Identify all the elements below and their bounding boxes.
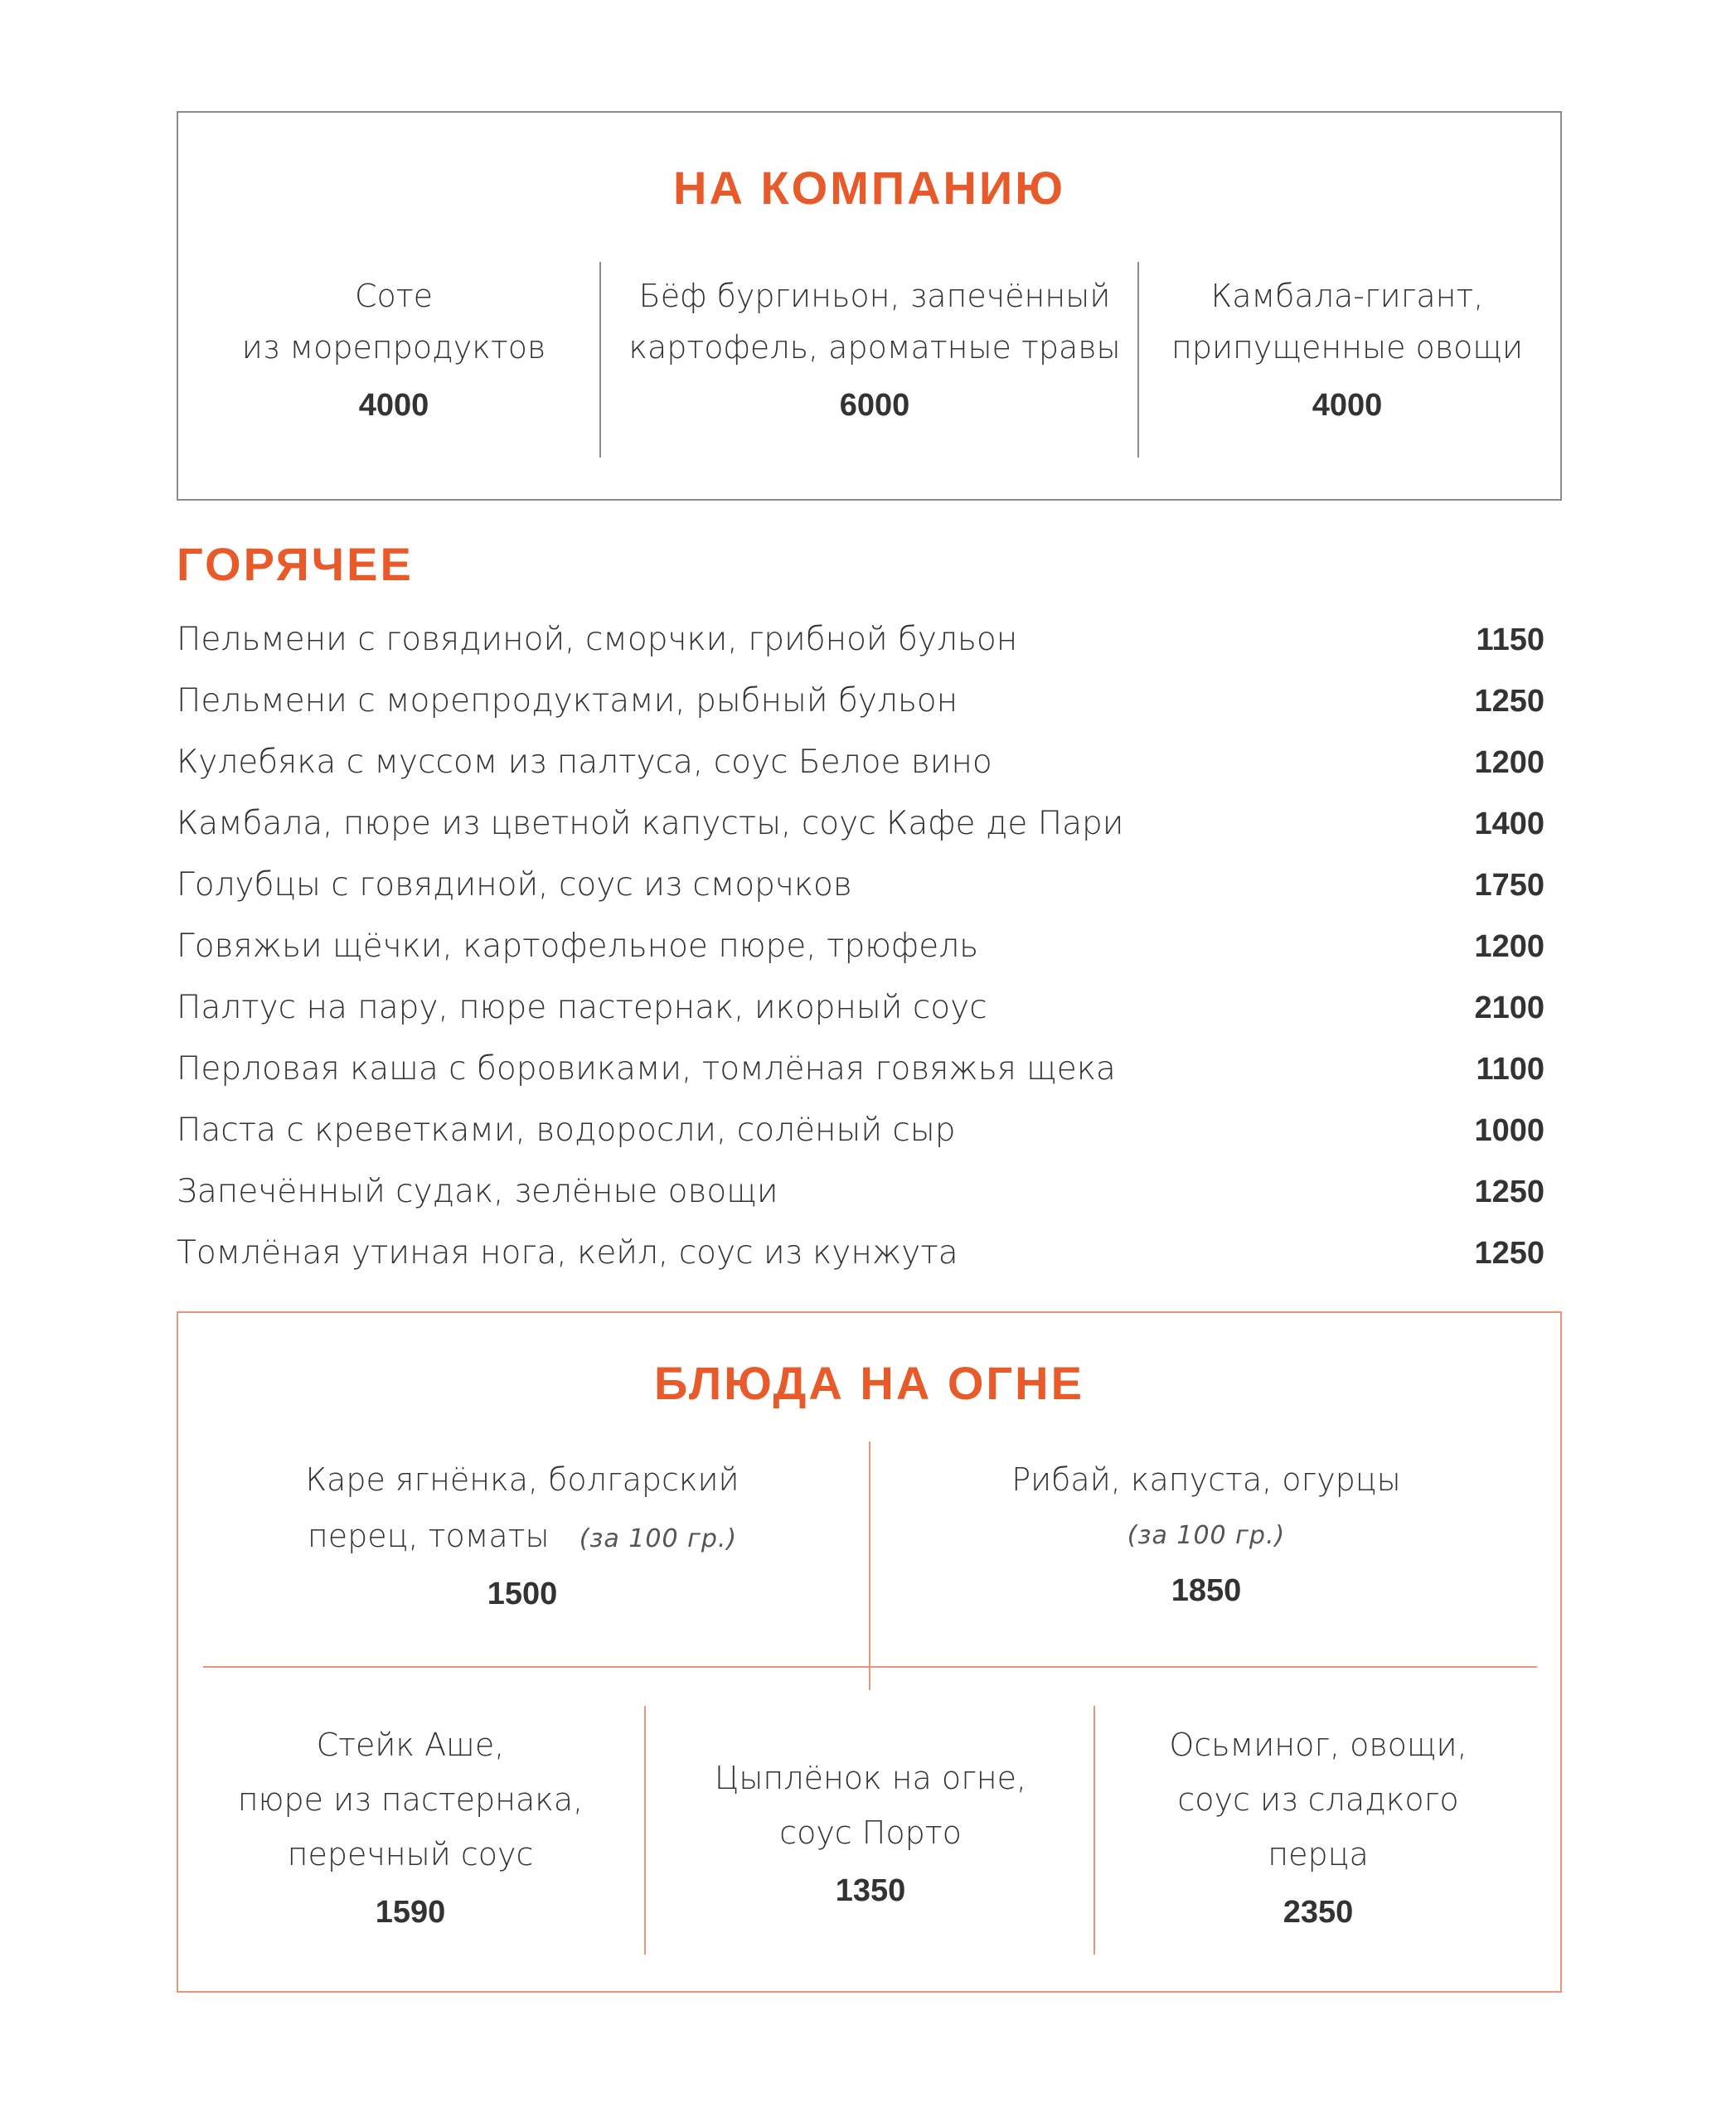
column-divider [599, 262, 601, 458]
dish-price: 1250 [1474, 684, 1544, 719]
dish-name: Камбала, пюре из цветной капусты, соус Кафе де Пари [177, 805, 1124, 842]
company-item [1148, 270, 1546, 424]
dish-price: 1350 [835, 1873, 906, 1908]
dish-name: Кулебяка с муссом из палтуса, соус Белое вино [177, 744, 992, 781]
dish-name-line: соус Порто [779, 1814, 962, 1851]
dish-price: 1150 [1476, 623, 1544, 657]
dish-price: 1250 [1474, 1175, 1544, 1209]
dish-name-line-with-note [228, 1510, 817, 1565]
hot-menu-row [177, 916, 1544, 977]
company-section [177, 111, 1562, 501]
dish-name-line: Осьминог, овощи, [1169, 1727, 1467, 1763]
dish-name: Пельмени с говядиной, сморчки, грибной бульон [177, 621, 1018, 658]
column-divider [1093, 1706, 1095, 1955]
dish-price: 1200 [1474, 929, 1544, 964]
dish-name: Томлёная утиная нога, кейл, соус из кунжута [177, 1234, 958, 1272]
dish-price: 2350 [1283, 1895, 1354, 1930]
hot-title: ГОРЯЧЕЕ [177, 538, 414, 590]
dish-name-line: Цыплёнок на огне, [714, 1760, 1027, 1796]
dish-name-line: из морепродуктов [241, 329, 546, 366]
dish-name: Говяжьи щёчки, картофельное пюре, трюфель [177, 928, 979, 965]
dish-price: 1500 [487, 1577, 558, 1611]
column-divider [1137, 262, 1139, 458]
dish-price: 6000 [839, 388, 910, 423]
weight-note: (за 100 гр.) [579, 1524, 738, 1553]
dish-price: 1850 [1171, 1573, 1242, 1608]
dish-name: Перловая каша с боровиками, томлёная говяжья щека [177, 1050, 1116, 1088]
dish-name: Палтус на пару, пюре пастернак, икорный соус [177, 989, 987, 1026]
fire-section [177, 1311, 1562, 1993]
hot-menu-row [177, 609, 1544, 671]
dish-name: Пельмени с морепродуктами, рыбный бульон [177, 682, 958, 719]
dish-price: 4000 [1312, 388, 1383, 423]
dish-price: 1000 [1474, 1113, 1544, 1148]
hot-menu-row [177, 671, 1544, 732]
fire-title: БЛЮДА НА ОГНЕ [654, 1357, 1084, 1409]
dish-price: 1750 [1474, 868, 1544, 903]
dish-name-line: Соте [354, 278, 434, 314]
fire-item [195, 1717, 626, 1931]
dish-name-line: пюре из пастернака, [237, 1781, 584, 1818]
dish-price: 1250 [1474, 1236, 1544, 1271]
dish-name-line: Бёф бургиньон, запечённый [638, 278, 1111, 314]
fire-item [1098, 1717, 1538, 1931]
dish-name-line: перечный соус [287, 1836, 534, 1872]
dish-name: Паста с креветками, водоросли, солёный сыр [177, 1112, 956, 1149]
fire-item [228, 1454, 817, 1612]
dish-name-line: перца [1268, 1836, 1369, 1872]
column-divider [644, 1706, 646, 1955]
dish-price: 2100 [1474, 991, 1544, 1025]
hot-menu-row [177, 732, 1544, 793]
dish-name-line: перец, томаты [307, 1518, 550, 1554]
company-item [195, 270, 593, 424]
dish-name-line: соус из сладкого [1177, 1781, 1459, 1818]
dish-price: 1400 [1474, 807, 1544, 841]
hot-menu-row [177, 793, 1544, 855]
dish-name-line: Камбала-гигант, [1210, 278, 1484, 314]
dish-name-line: Рибай, капуста, огурцы [1011, 1461, 1401, 1498]
hot-menu-row [177, 1223, 1544, 1284]
dish-name: Запечённый судак, зелёные овощи [177, 1173, 778, 1210]
dish-price: 1590 [375, 1895, 446, 1930]
fire-item [651, 1751, 1090, 1909]
weight-note: (за 100 гр.) [1127, 1521, 1286, 1550]
hot-menu-row [177, 855, 1544, 916]
hot-menu-row [177, 977, 1544, 1039]
dish-name-line: Стейк Аше, [316, 1727, 505, 1763]
dish-name-line: припущенные овощи [1171, 329, 1523, 366]
hot-menu-row [177, 1161, 1544, 1223]
dish-name-line: Каре ягнёнка, болгарский [305, 1461, 739, 1498]
hot-menu-row [177, 1039, 1544, 1100]
company-item [609, 270, 1140, 424]
dish-price: 4000 [358, 388, 429, 423]
hot-menu-row [177, 1100, 1544, 1161]
company-title: НА КОМПАНИЮ [673, 162, 1065, 214]
dish-price: 1200 [1474, 745, 1544, 780]
dish-name-line: картофель, ароматные травы [628, 329, 1121, 366]
dish-name: Голубцы с говядиной, соус из сморчков [177, 866, 852, 904]
row-divider [203, 1666, 1537, 1668]
column-divider [869, 1441, 870, 1690]
dish-price: 1100 [1476, 1052, 1544, 1087]
fire-item [908, 1454, 1505, 1609]
